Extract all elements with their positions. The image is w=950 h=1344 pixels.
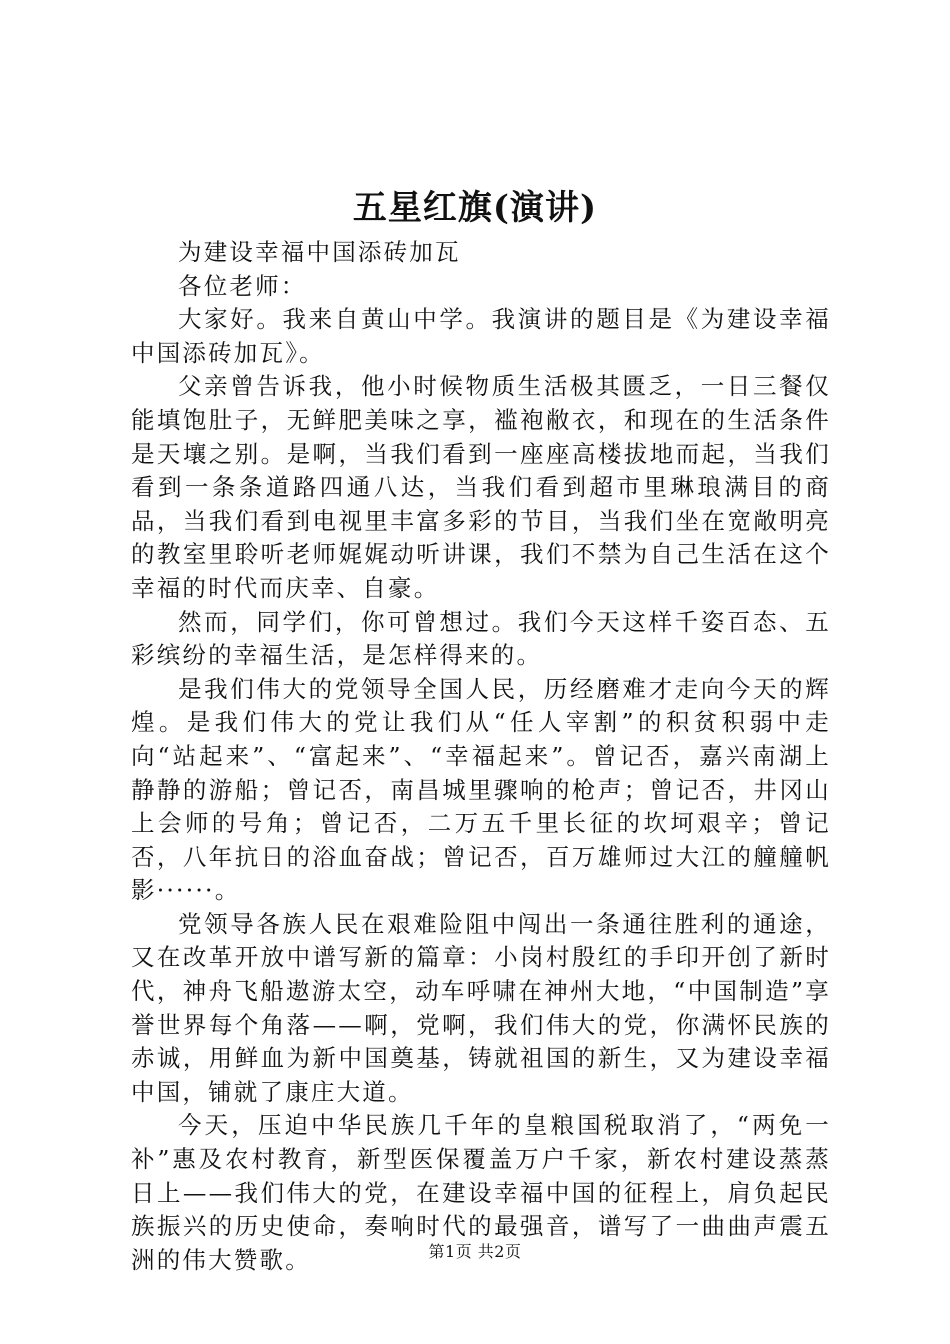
document-title: 五星红旗(演讲) [352,188,598,228]
paragraph-reform: 党领导各族人民在艰难险阻中闯出一条通往胜利的通途，又在改革开放中谱写新的篇章：小岗村殷红的手印开创了新时代，神舟飞船遨游太空，动车呼啸在神州大地，“中国制造”享誉世界每个角落——啊，党啊，我们伟大的党，你满怀民族的赤诚，用鲜血为新中国奠基，铸就祖国的新生，又为建设幸福中国，铺就了康庄大道。 [131,909,831,1106]
page-footer: 第1页 共2页 [428,1242,522,1261]
salutation: 各位老师： [178,271,307,300]
paragraph-father: 父亲曾告诉我，他小时候物质生活极其匮乏，一日三餐仅能填饱肚子，无鲜肥美味之享，褴袍敝衣，和现在的生活条件是天壤之别。是啊，当我们看到一座座高楼拔地而起，当我们看到一条条道路四通八达，当我们看到超市里琳琅满目的商品，当我们看到电视里丰富多彩的节目，当我们坐在宽敞明亮的教室里聆听老师娓娓动听讲课，我们不禁为自己生活在这个幸福的时代而庆幸、自豪。 [131,372,831,602]
paragraph-today: 今天，压迫中华民族几千年的皇粮国税取消了，“两免一补”惠及农村教育，新型医保覆盖万户千家，新农村建设蒸蒸日上——我们伟大的党，在建设幸福中国的征程上，肩负起民族振兴的历史使命，奏响时代的最强音，谱写了一曲曲声震五洲的伟大赞歌。 [131,1111,831,1274]
speech-heading: 为建设幸福中国添砖加瓦 [178,238,461,266]
paragraph-question: 然而，同学们，你可曾想过。我们今天这样千姿百态、五彩缤纷的幸福生活，是怎样得来的。 [131,607,831,670]
paragraph-intro: 大家好。我来自黄山中学。我演讲的题目是《为建设幸福中国添砖加瓦》。 [131,305,831,367]
paragraph-party-history: 是我们伟大的党领导全国人民，历经磨难才走向今天的辉煌。是我们伟大的党让我们从“任人宰割”的积贫积弱中走向“站起来”、“富起来”、“幸福起来”。曾记否，嘉兴南湖上静静的游船；曾记否，南昌城里骤响的枪声；曾记否，井冈山上会师的号角；曾记否，二万五千里长征的坎坷艰辛；曾记否，八年抗日的浴血奋战；曾记否，百万雄师过大江的艟艟帆影······。 [131,674,831,905]
document-body [131,236,831,1277]
